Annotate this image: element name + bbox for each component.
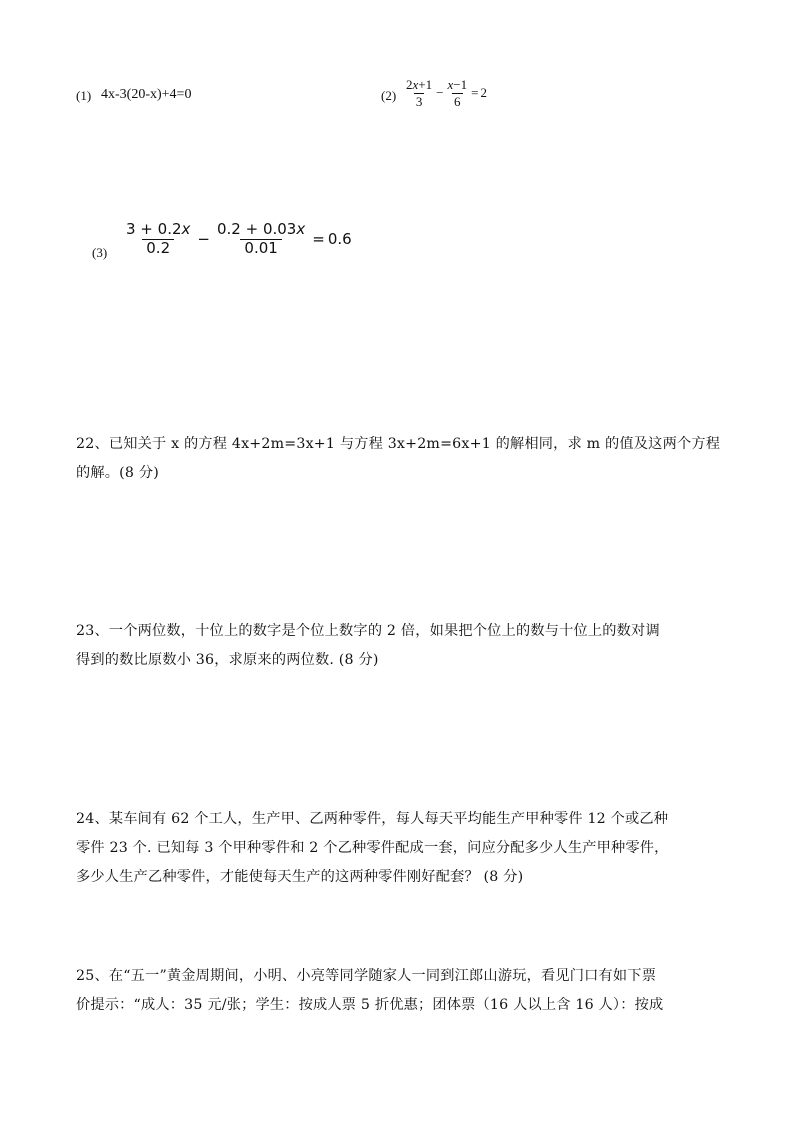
equation-3-minus: − bbox=[197, 230, 210, 249]
equation-2-equals: = bbox=[471, 85, 479, 101]
problem-23-line-1: 23、一个两位数，十位上的数字是个位上数字的 2 倍，如果把个位上的数与十位上的数对调 bbox=[76, 623, 660, 639]
problem-23-line-2: 得到的数比原数小 36，求原来的两位数. (8 分) bbox=[76, 652, 379, 668]
equation-3-fraction-1-denominator: 0.2 bbox=[142, 239, 174, 257]
equation-2-label: (2) bbox=[381, 88, 397, 103]
equation-2-minus: − bbox=[436, 85, 444, 101]
equation-3-rhs: 0.6 bbox=[327, 230, 352, 249]
equation-3-equals: = bbox=[312, 230, 325, 249]
problem-24-line-1: 24、某车间有 62 个工人，生产甲、乙两种零件，每人每天平均能生产甲种零件 12 个或乙种 bbox=[76, 811, 669, 827]
equation-3-fraction-2-numerator: 0.2 + 0.03x bbox=[216, 220, 306, 238]
equation-3-fraction-1 bbox=[122, 222, 194, 257]
equation-2-rhs: 2 bbox=[480, 85, 487, 101]
problem-23 bbox=[76, 617, 721, 675]
equation-2-fraction-1-numerator: 2x+1 bbox=[406, 77, 433, 92]
problem-22-line-2: 的解。(8 分) bbox=[76, 465, 159, 481]
equation-2-fraction-2 bbox=[445, 78, 469, 108]
equation-2-fraction-2-denominator: 6 bbox=[454, 93, 461, 109]
problem-22 bbox=[76, 430, 721, 488]
equation-1-label: (1) bbox=[76, 88, 92, 103]
problem-24 bbox=[76, 805, 721, 892]
problem-22-line-1: 22、已知关于 x 的方程 4x+2m=3x+1 与方程 3x+2m=6x+1 的解相同，求 m 的值及这两个方程 bbox=[76, 436, 721, 452]
problem-25 bbox=[76, 962, 721, 1020]
equation-3 bbox=[122, 222, 352, 257]
equation-3-label: (3) bbox=[92, 245, 108, 260]
equation-2 bbox=[404, 78, 487, 108]
equation-2-fraction-2-numerator: x−1 bbox=[447, 77, 468, 92]
equation-3-fraction-2 bbox=[213, 222, 309, 257]
equation-2-fraction-1 bbox=[404, 78, 434, 108]
problem-24-line-2: 零件 23 个. 已知每 3 个甲种零件和 2 个乙种零件配成一套，问应分配多少人生产甲种零件， bbox=[76, 840, 669, 856]
problem-25-line-1: 25、在“五一”黄金周期间，小明、小亮等同学随家人一同到江郎山游玩，看见门口有如下票 bbox=[76, 968, 657, 984]
problem-25-line-2: 价提示：“成人：35 元/张；学生：按成人票 5 折优惠；团体票（16 人以上含 16 人）：按成 bbox=[76, 997, 664, 1013]
equation-1: 4x-3(20-x)+4=0 bbox=[101, 87, 192, 102]
equation-2-fraction-1-denominator: 3 bbox=[415, 93, 423, 109]
problem-24-line-3: 多少人生产乙种零件，才能使每天生产的这两种零件刚好配套？ (8 分) bbox=[76, 869, 524, 885]
equation-3-fraction-2-denominator: 0.01 bbox=[240, 239, 281, 257]
equation-3-fraction-1-numerator: 3 + 0.2x bbox=[126, 220, 191, 238]
